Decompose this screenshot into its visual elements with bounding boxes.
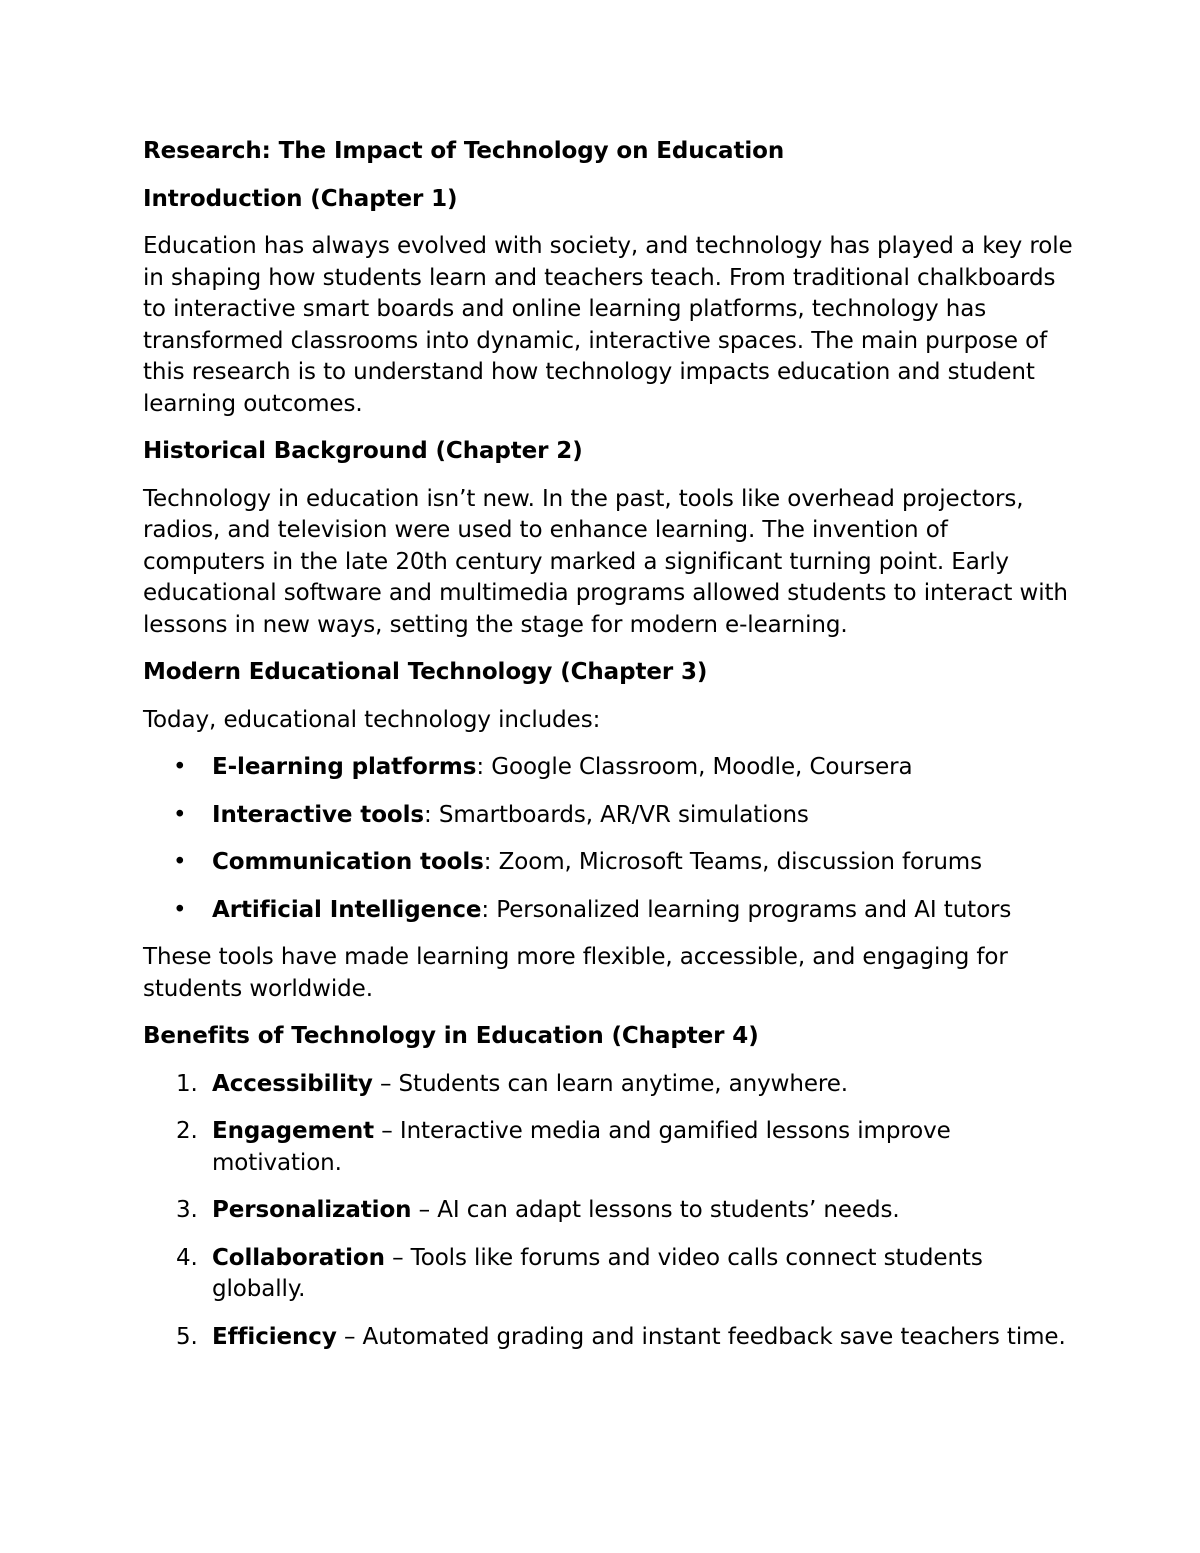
list-item-detail: : Google Classroom, Moodle, Coursera — [476, 754, 913, 780]
list-item — [143, 847, 1073, 879]
list-number: 2. — [176, 1118, 198, 1144]
list-item — [143, 895, 1073, 927]
section-heading-historical-background: Historical Background (Chapter 2) — [143, 438, 583, 464]
benefits-numbered-list — [143, 1069, 1073, 1354]
list-item-term: Engagement — [212, 1118, 375, 1144]
list-item — [143, 1069, 1073, 1101]
section-heading-benefits: Benefits of Technology in Education (Chapter 4) — [143, 1023, 759, 1049]
list-number: 1. — [176, 1070, 198, 1097]
list-item-term: Accessibility — [212, 1070, 373, 1097]
modern-technology-closing: These tools have made learning more flexible, accessible, and engaging for students worldwide. — [143, 944, 1008, 1002]
list-item-detail: : Smartboards, AR/VR simulations — [423, 801, 809, 828]
technology-bullet-list — [143, 752, 1073, 926]
introduction-paragraph: Education has always evolved with society, and technology has played a key role in shaping how students learn and teachers teach. From traditional chalkboards to interactive smart boards and online learning platforms, technology has transformed classrooms into dynamic, interactive spaces. The main purpose of this research is to understand how technology impacts education and student learning outcomes. — [143, 233, 1073, 417]
list-item — [143, 800, 1073, 832]
list-item-detail: – Automated grading and instant feedback save teachers time. — [336, 1323, 1066, 1350]
list-item-detail: : Personalized learning programs and AI tutors — [481, 896, 1012, 923]
list-item — [143, 1322, 1073, 1354]
list-item-detail: – AI can adapt lessons to students’ needs. — [411, 1197, 900, 1223]
list-item-detail: – Students can learn anytime, anywhere. — [372, 1070, 848, 1097]
section-heading-modern-educational-technology: Modern Educational Technology (Chapter 3) — [143, 659, 708, 685]
list-number: 5. — [176, 1323, 198, 1350]
list-item-term: Efficiency — [212, 1323, 337, 1350]
list-item-term: E-learning platforms — [212, 754, 477, 780]
list-item — [143, 1195, 1073, 1227]
list-item-term: Personalization — [212, 1197, 412, 1223]
list-item-detail: – Tools like forums and video calls connect students globally. — [212, 1244, 983, 1302]
list-item-term: Interactive tools — [212, 801, 424, 828]
section-heading-introduction: Introduction (Chapter 1) — [143, 185, 458, 212]
document-body — [143, 136, 1073, 1369]
list-item-detail: – Interactive media and gamified lessons improve motivation. — [212, 1118, 951, 1176]
list-item — [143, 752, 1073, 784]
list-number: 4. — [176, 1244, 198, 1271]
list-item-term: Communication tools — [212, 849, 484, 875]
bullet-icon: • — [173, 849, 187, 875]
list-item — [143, 1243, 1073, 1306]
document-title: Research: The Impact of Technology on Education — [143, 138, 785, 164]
bullet-icon: • — [173, 801, 187, 828]
modern-technology-intro: Today, educational technology includes: — [143, 706, 601, 733]
list-number: 3. — [176, 1197, 198, 1223]
list-item-term: Artificial Intelligence — [212, 896, 482, 923]
list-item-detail: : Zoom, Microsoft Teams, discussion forums — [483, 849, 982, 875]
list-item — [143, 1116, 1073, 1179]
list-item-term: Collaboration — [212, 1244, 385, 1271]
bullet-icon: • — [173, 896, 187, 923]
historical-background-paragraph: Technology in education isn’t new. In the past, tools like overhead projectors, radios, and television were used to enhance learning. The invention of computers in the late 20th century marked a significant turning point. Early educational software and multimedia programs allowed students to interact with lessons in new ways, setting the stage for modern e-learning. — [143, 485, 1068, 638]
bullet-icon: • — [173, 754, 187, 780]
